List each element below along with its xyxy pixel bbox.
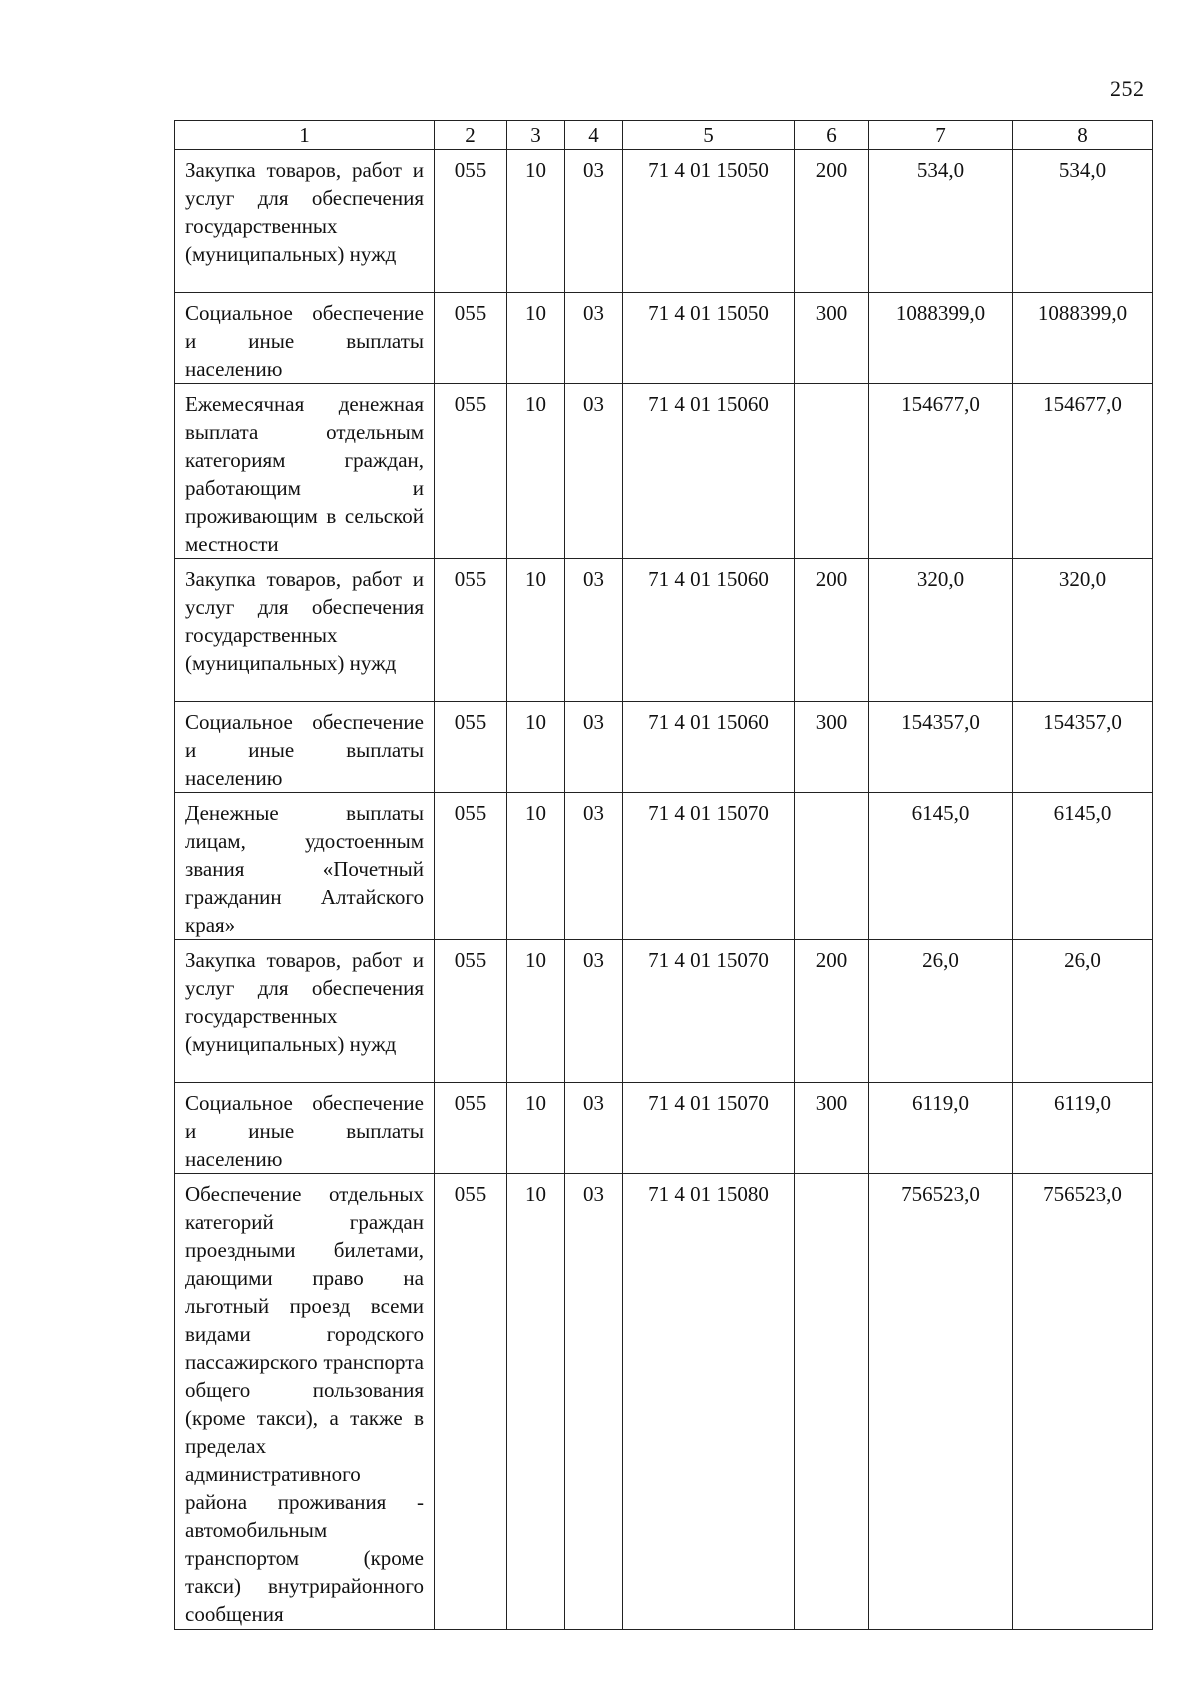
row-type: 300 <box>795 702 869 793</box>
row-type: 200 <box>795 150 869 293</box>
row-subsection: 03 <box>565 1174 623 1630</box>
row-type <box>795 793 869 940</box>
row-section: 10 <box>507 793 565 940</box>
row-target: 71 4 01 15050 <box>623 293 795 384</box>
column-header: 2 <box>435 121 507 150</box>
column-header: 3 <box>507 121 565 150</box>
table-row <box>175 150 1153 293</box>
row-section: 10 <box>507 384 565 559</box>
row-amount-1: 534,0 <box>869 150 1013 293</box>
row-amount-1: 26,0 <box>869 940 1013 1083</box>
row-description: Социальное обеспечение и иные выплаты населению <box>175 1083 435 1174</box>
row-type: 200 <box>795 940 869 1083</box>
column-header: 7 <box>869 121 1013 150</box>
row-amount-1: 154357,0 <box>869 702 1013 793</box>
row-section: 10 <box>507 1083 565 1174</box>
row-section: 10 <box>507 940 565 1083</box>
budget-table <box>174 120 1153 1630</box>
row-description: Ежемесячная денежная выплата отдельным категориям граждан, работающим и проживающим в сельской местности <box>175 384 435 559</box>
column-header: 4 <box>565 121 623 150</box>
row-type: 300 <box>795 1083 869 1174</box>
row-description: Обеспечение отдельных категорий граждан проездными билетами, дающими право на льготный проезд всеми видами городского пассажирского транспорта общего пользования (кроме такси), а также в пределах административного района проживания - автомобильным транспортом (кроме такси) внутрирайонного сообщения <box>175 1174 435 1630</box>
row-target: 71 4 01 15080 <box>623 1174 795 1630</box>
row-type: 200 <box>795 559 869 702</box>
row-amount-2: 26,0 <box>1013 940 1153 1083</box>
table-row <box>175 1083 1153 1174</box>
row-amount-1: 6145,0 <box>869 793 1013 940</box>
row-ministry: 055 <box>435 793 507 940</box>
row-target: 71 4 01 15070 <box>623 940 795 1083</box>
row-description: Закупка товаров, работ и услуг для обеспечения государственных (муниципальных) нужд <box>175 559 435 702</box>
column-header: 1 <box>175 121 435 150</box>
row-target: 71 4 01 15070 <box>623 793 795 940</box>
table-row <box>175 793 1153 940</box>
row-description: Социальное обеспечение и иные выплаты населению <box>175 702 435 793</box>
row-subsection: 03 <box>565 1083 623 1174</box>
table-row <box>175 1174 1153 1630</box>
row-description: Социальное обеспечение и иные выплаты населению <box>175 293 435 384</box>
row-amount-1: 320,0 <box>869 559 1013 702</box>
row-subsection: 03 <box>565 150 623 293</box>
row-ministry: 055 <box>435 1083 507 1174</box>
table-row <box>175 702 1153 793</box>
row-type <box>795 384 869 559</box>
row-target: 71 4 01 15060 <box>623 559 795 702</box>
row-amount-1: 6119,0 <box>869 1083 1013 1174</box>
row-description: Закупка товаров, работ и услуг для обеспечения государственных (муниципальных) нужд <box>175 150 435 293</box>
table-row <box>175 940 1153 1083</box>
column-header: 5 <box>623 121 795 150</box>
row-section: 10 <box>507 702 565 793</box>
row-section: 10 <box>507 1174 565 1630</box>
row-type <box>795 1174 869 1630</box>
table-row <box>175 293 1153 384</box>
row-ministry: 055 <box>435 559 507 702</box>
row-subsection: 03 <box>565 384 623 559</box>
row-ministry: 055 <box>435 940 507 1083</box>
row-ministry: 055 <box>435 150 507 293</box>
row-subsection: 03 <box>565 293 623 384</box>
row-subsection: 03 <box>565 559 623 702</box>
table-header-row <box>175 121 1153 150</box>
row-amount-2: 6119,0 <box>1013 1083 1153 1174</box>
row-subsection: 03 <box>565 793 623 940</box>
row-amount-1: 756523,0 <box>869 1174 1013 1630</box>
row-ministry: 055 <box>435 1174 507 1630</box>
row-target: 71 4 01 15060 <box>623 384 795 559</box>
row-amount-2: 756523,0 <box>1013 1174 1153 1630</box>
row-amount-2: 154677,0 <box>1013 384 1153 559</box>
row-description: Закупка товаров, работ и услуг для обеспечения государственных (муниципальных) нужд <box>175 940 435 1083</box>
row-ministry: 055 <box>435 293 507 384</box>
row-subsection: 03 <box>565 940 623 1083</box>
row-target: 71 4 01 15070 <box>623 1083 795 1174</box>
column-header: 8 <box>1013 121 1153 150</box>
row-ministry: 055 <box>435 384 507 559</box>
table-row <box>175 384 1153 559</box>
row-ministry: 055 <box>435 702 507 793</box>
column-header: 6 <box>795 121 869 150</box>
row-section: 10 <box>507 293 565 384</box>
row-amount-2: 6145,0 <box>1013 793 1153 940</box>
row-target: 71 4 01 15060 <box>623 702 795 793</box>
row-amount-2: 534,0 <box>1013 150 1153 293</box>
row-section: 10 <box>507 150 565 293</box>
row-subsection: 03 <box>565 702 623 793</box>
row-amount-1: 1088399,0 <box>869 293 1013 384</box>
page-number: 252 <box>1110 76 1145 101</box>
table-row <box>175 559 1153 702</box>
row-amount-2: 154357,0 <box>1013 702 1153 793</box>
row-amount-2: 1088399,0 <box>1013 293 1153 384</box>
row-section: 10 <box>507 559 565 702</box>
row-amount-2: 320,0 <box>1013 559 1153 702</box>
row-amount-1: 154677,0 <box>869 384 1013 559</box>
row-type: 300 <box>795 293 869 384</box>
row-target: 71 4 01 15050 <box>623 150 795 293</box>
row-description: Денежные выплаты лицам, удостоенным звания «Почетный гражданин Алтайского края» <box>175 793 435 940</box>
